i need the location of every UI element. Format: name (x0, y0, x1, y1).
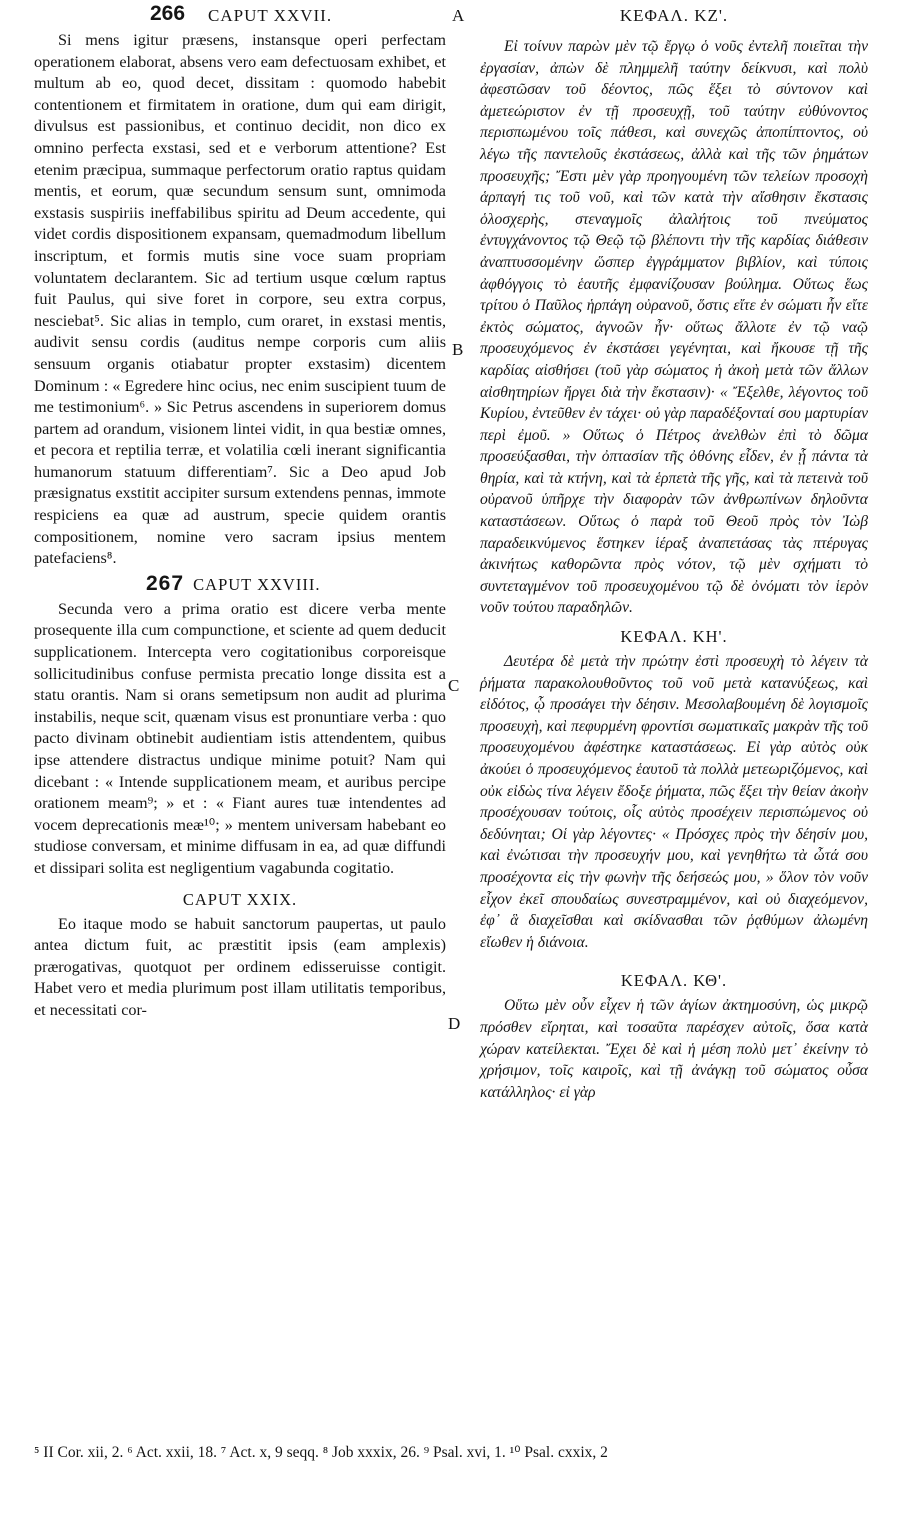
greek-chapter-28-text: Δευτέρα δὲ μετὰ τὴν πρώτην ἐστὶ προσευχὴ τὸ λέγειν τὰ ῥήματα παρακολουθοῦντος τοῦ νοῦ μετὰ κατανύξεως, καὶ εἰδότος, ᾧ προσάγει τὴν δέησιν. Μεσολαβουμένη δὲ λογισμοῖς προσευχὴ, καὶ πεφυρμένη φροντίσι σωματικαῖς μακρὰν τῆς τοῦ προσευχομένου ἀφέστηκε καταστάσεως. Εἰ γὰρ αὐτὸς οὐκ ἀκούει ὁ προσευχόμενος ἑαυτοῦ τὰ πολλὰ μετεωριζόμενος, καὶ οὐκ εἰδὼς τίνα λέγειν ἔδοξε ῥήματα, πῶς ἕξει τὴν θείαν ἀκοὴν προσέχουσαν τούτοις, οἷς αὐτὸς προσέχειν περισπώμενος οὐ δεδύνηται; Οἱ γὰρ λέγοντες· « Πρόσχες πρὸς τὴν δέησίν μου, καὶ ἐνώτισαι τὴν προσευχήν μου, καὶ γενηθήτω τὰ ὦτά σου προσέχοντα εἰς τὴν φωνὴν τῆς δεήσεώς μου, » ὅλον τὸν νοῦν εἶχον ἐκεῖ σπουδαίως συνεστραμμένον, καὶ οὐ διαχεόμενον, ἐφ᾽ ἃ διαχεῖσθαι καὶ σκίδνασθαι τῶν ῥᾳθύμων ἀλωμένη εἴωθεν ἡ διάνοια. (480, 653, 868, 951)
latin-chapter-28-title (34, 570, 446, 599)
greek-column (480, 0, 868, 1103)
latin-chapter-27-text: Si mens igitur præsens, instansque operi perfectam operationem elaborat, absens vero eam defectuosam exhibet, et multum ab eo, quod decet, dissitam : quomodo habebit contentionem et firmitatem in oratione, dum qui eam dirigit, divulsus est passionibus, et continuo decidit, non dico ex omnino perfecta exstasi, sed et e verborum attentione? Est etenim præcipua, summaque perfectorum oratio raptus quidam mentis, et eorum, quæ secundum sensum sunt, omnimoda exstasis suspiriis ineffabilibus spiritu ad Deum accedente, qui videt cordis dispositionem expansam, quemadmodum libellum inscriptum, et formis mutis sine voce suam propriam voluntatem declarantem. Sic ad tertium usque cœlum raptus fuit Paulus, qui sive foret in corpore, seu extra corpus, nesciebat⁵. Sic alias in templo, cum oraret, in exstasi mentis, audivit sensu cordis (auditus nempe corporis cum aliis sensuum organis otiabatur propter exstasim) dicentem Dominum : « Egredere hinc ocius, nec enim suscipient tuum de me testimonium⁶. » Sic Petrus ascendens in superiorem domus partem ad orandum, visionem lintei vidit, in qua bestiæ omnes, et pecora et reptilia terræ, et volatilia cœli inerant significantia humanorum statuum differentiam⁷. Sic a Deo apud Job præsignatus exstitit accipiter sursum extendens pennas, immote respiciens ea quæ ad austrum, specie quidem orantis compositionem, nomine vero sacram ipsius mentem patefaciens⁸. (34, 31, 446, 568)
latin-header (34, 0, 446, 30)
latin-chapter-header: CAPUT XXVII. (208, 6, 333, 25)
margin-letter-a: A (452, 6, 465, 25)
greek-chapter-28-title: ΚΕΦΑΛ. ΚΗ'. (620, 627, 728, 647)
latin-chapter-28-label: CAPUT XXVIII. (193, 574, 321, 594)
margin-letter-d: D (448, 1014, 461, 1033)
latin-chapter-29-text: Eo itaque modo se habuit sanctorum paupertas, ut paulo antea dictum fuit, ac præstitit ipsis (eam amplexis) prærogativas, quotquot per ordinem edisseruisse contigit. Habet vero et media plurimum post illam utilitatis temporibus, et necessitati cor- (34, 914, 446, 1019)
greek-chapter-29-title: ΚΕΦΑΛ. ΚΘ'. (620, 971, 728, 991)
footnotes: ⁵ II Cor. xii, 2. ⁶ Act. xxii, 18. ⁷ Act. x, 9 seqq. ⁸ Job xxxix, 26. ⁹ Psal. xvi, 1. ¹⁰ Psal. cxxix, 2 (34, 1444, 608, 1461)
latin-chapter-28-text: Secunda vero a prima oratio est dicere verba mente prosequente illa cum compunctione, et sciente ad quem deducit supplicationem. Intercepta vero cogitationibus corporeisque sollicitudinibus confuse permista precatio longe dissita est a statu orantis. Nam si orans semetipsum non audit ad plurima instabilis, neque scit, quænam visus est pronuntiare verba : quo pacto divinam obtinebit audientiam istis attendentem, quibus ipse attendere distractus undique minime potuit? Nam qui dicebant : « Intende supplicationem meam, et auribus percipe orationem meam⁹; » et : « Fiant aures tuæ intendentes ad vocem deprecationis meæ¹⁰; » mentem universam habebant eo studiose conversam, et minime diffusam in ea, ad quæ diffundi et dissipari solita est negligentium vagabunda cogitatio. (34, 599, 446, 877)
latin-chapter-28-number: 267 (146, 571, 185, 595)
greek-chapter-29-text: Οὕτω μὲν οὖν εἶχεν ἡ τῶν ἁγίων ἀκτημοσύνη, ὡς μικρῷ πρόσθεν εἴρηται, καὶ τοσαῦτα παρέσχεν αὐτοῖς, ὅσα κατὰ χώραν κατείλεκται. Ἔχει δὲ καὶ ἡ μέση πολὺ μετ᾽ ἐκείνην τὸ χρήσιμον, τοῖς καιροῖς, καὶ τῇ ἀνάγκῃ τοῦ σώματος οὖσα κατάλληλος· εἰ γὰρ (480, 997, 868, 1101)
margin-letter-b: B (452, 340, 464, 359)
margin-letter-c: C (448, 676, 460, 695)
greek-chapter-27-text: Εἰ τοίνυν παρὼν μὲν τῷ ἔργῳ ὁ νοῦς ἐντελῆ ποιεῖται τὴν ἐργασίαν, ἀπὼν δὲ πλημμελῆ ταύτην δείκνυσι, καὶ πολὺ ἀφεστῶσαν τοῦ δέοντος, πῶς ἕξει τὸ σύντονον καὶ ἀμετεώριστον ἐν τῇ προσευχῇ, τοῦ ταύτην εὐθύνοντος περισπωμένου τοῖς πάθεσι, καὶ συνεχῶς ἀποπίπτοντος, οὐ λέγω τῆς παντελοῦς ἐκστάσεως, ἀλλὰ καὶ τῆς τῶν ῥημάτων προσευχῆς; Ἔστι μὲν γὰρ προηγουμένη τῶν τελείων προσοχὴ ἁρπαγή τις τοῦ νοῦ, καὶ τῶν κατὰ τὴν αἴσθησιν ἔκστασις ὁλοσχερὴς, στεναγμοῖς ἀλαλήτοις τοῦ πνεύματος ἐντυγχάνοντος τῷ Θεῷ τῷ βλέποντι τὴν τῆς καρδίας διάθεσιν ἀναπτυσσομένην ὥσπερ ἐγγράμματον βιβλίον, καὶ τύποις ἀφθόγγοις τὸ ἑαυτῆς ἐμφανίζουσαν βούλημα. Οὕτως ἕως τρίτου ὁ Παῦλος ἡρπάγη οὐρανοῦ, ὅστις εἴτε ἐν σώματι ἦν εἴτε ἐκτὸς σώματος, ἀγνοῶν ἦν· οὕτως ἄλλοτε ἐν τῷ ναῷ προσευχόμενος ἐν ἐκστάσει γεγένηται, καὶ ἤκουσε τῇ τῆς καρδίας αἰσθήσει (τοῦ γὰρ σώματος ἡ ἀκοὴ μετὰ τῶν ἄλλων αἰσθητηρίων ἤργει διὰ τὴν ἔκστασιν)· « Ἔξελθε, λέγοντος τοῦ Κυρίου, ἐντεῦθεν ἐν τάχει· οὐ γὰρ παραδέξονταί σου μαρτυρίαν περὶ ἐμοῦ. » Οὕτως ὁ Πέτρος ἀνελθὼν ἐπὶ τὸ δῶμα προσεύξασθαι, τὴν ὀπτασίαν τῆς ὀθόνης εἶδεν, ἐν ᾗ πάντα τὰ θηρία, καὶ τὰ κτήνη, καὶ τὰ ἑρπετὰ τῆς γῆς, καὶ τὰ πετεινὰ τοῦ οὐρανοῦ ὑπῆρχε τὴν διαφορὰν τῶν ἀνθρωπίνων δηλοῦντα καταστάσεων. Οὕτως ὁ παρὰ τοῦ Θεοῦ πρὸς τὸν Ἰὼβ παραδεικνύμενος ἕστηκεν ἱέραξ ἀναπετάσας τὰς πτέρυγας ἀκινήτως καθορῶντα πρὸς νότον, τῷ μὲν σχήματι τὸ συντεταγμένον τοῦ προσευχομένου τῷ δὲ ὀνόματι τὸν ἱερὸν νοῦν τούτου παραδηλῶν. (480, 38, 868, 617)
page-number: 266 (150, 2, 186, 25)
greek-chapter-header: ΚΕΦΑΛ. ΚΖ'. (619, 6, 729, 25)
latin-chapter-29-title: CAPUT XXIX. (182, 889, 298, 909)
latin-column (34, 0, 446, 1022)
